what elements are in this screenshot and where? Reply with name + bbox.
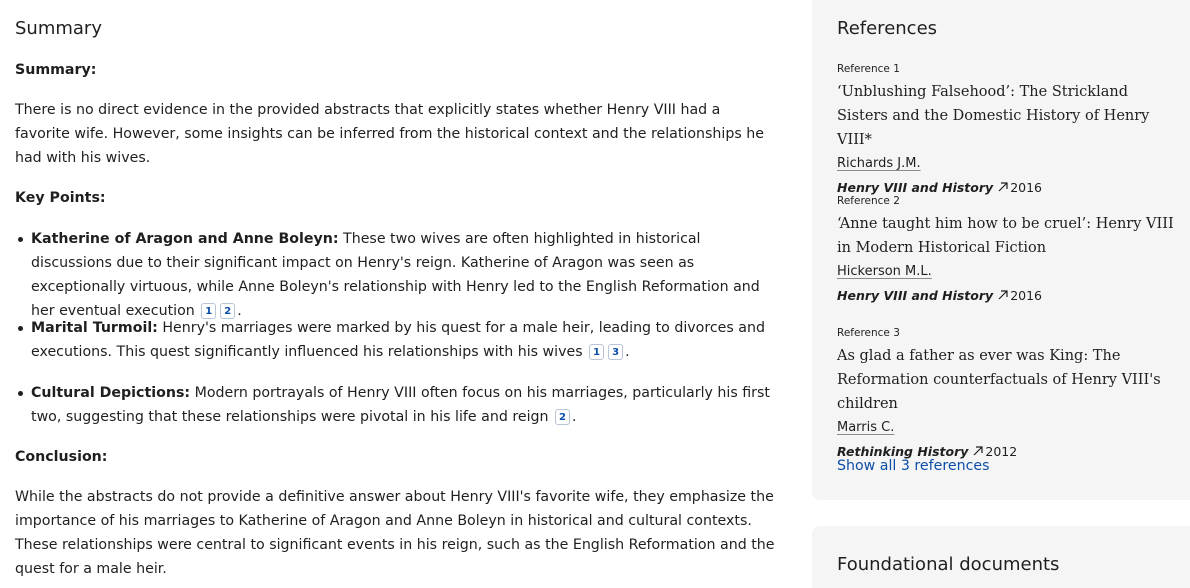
citation-badge[interactable]: 1: [201, 303, 216, 319]
reference-year: 2016: [1010, 180, 1042, 195]
reference-journal-line: [837, 284, 1177, 308]
conclusion-heading: Conclusion:: [15, 449, 108, 465]
external-link-icon[interactable]: [997, 289, 1009, 301]
reference-author[interactable]: Hickerson M.L.: [837, 264, 932, 279]
reference-journal[interactable]: Rethinking History: [837, 444, 969, 459]
conclusion-text: While the abstracts do not provide a definitive answer about Henry VIII's favorite wife, they emphasize the importance of his marriages to Katherine of Aragon and Anne Boleyn in historical and cultural contexts. These relationships were central to significant events in his reign, such as the English Reformation and the quest for a male heir.: [15, 489, 775, 577]
key-point-end: .: [237, 303, 242, 319]
key-point-end: .: [625, 344, 630, 360]
citation-badge[interactable]: 1: [589, 344, 604, 360]
reference-author[interactable]: Richards J.M.: [837, 156, 921, 171]
reference-title[interactable]: As glad a father as ever was King: The Reformation counterfactuals of Henry VIII's children: [837, 348, 1161, 412]
reference-label: Reference 2: [837, 195, 900, 207]
key-points-heading: Key Points:: [15, 190, 106, 206]
key-point: [15, 381, 775, 429]
key-point: [15, 316, 775, 364]
key-point-title: Cultural Depictions:: [31, 385, 191, 401]
reference-label: Reference 3: [837, 327, 900, 339]
reference-label: Reference 1: [837, 63, 900, 75]
summary-heading: Summary:: [15, 62, 97, 78]
citation-badge[interactable]: 2: [220, 303, 235, 319]
key-point-text: These two wives are often highlighted in historical discussions due to their significant impact on Henry's reign. Katherine of Aragon was seen as exceptionally virtuous, while Anne Boleyn's relationship with Henry led to the English Reformation and her eventual execution: [31, 231, 760, 319]
reference-year: 2016: [1010, 288, 1042, 303]
key-point-text: Henry's marriages were marked by his quest for a male heir, leading to divorces and executions. This quest significantly influenced his relationships with his wives: [31, 320, 765, 360]
foundational-documents-title: Foundational documents: [837, 554, 1060, 575]
foundational-documents-panel: [812, 526, 1190, 588]
reference-item: [837, 62, 1177, 200]
references-panel: [812, 0, 1190, 500]
reference-journal[interactable]: Henry VIII and History: [837, 288, 994, 303]
external-link-icon[interactable]: [997, 181, 1009, 193]
reference-title[interactable]: ‘Unblushing Falsehood’: The Strickland Sisters and the Domestic History of Henry VIII*: [837, 84, 1150, 148]
reference-item: [837, 326, 1177, 464]
key-point-title: Katherine of Aragon and Anne Boleyn:: [31, 231, 339, 247]
key-point-end: .: [572, 409, 577, 425]
key-point-text: Modern portrayals of Henry VIII often focus on his marriages, particularly his first two, suggesting that these relationships were pivotal in his life and reign: [31, 385, 770, 425]
references-title: References: [837, 18, 938, 39]
citation-badge[interactable]: 3: [608, 344, 623, 360]
key-point: [15, 227, 775, 323]
reference-year: 2012: [985, 444, 1018, 459]
key-point-title: Marital Turmoil:: [31, 320, 158, 336]
reference-author[interactable]: Marris C.: [837, 420, 895, 435]
summary-text: There is no direct evidence in the provided abstracts that explicitly states whether Henry VIII had a favorite wife. However, some insights can be inferred from the historical context and the relationships he had with his wives.: [15, 102, 764, 166]
show-all-references-link[interactable]: Show all 3 references: [837, 458, 990, 474]
reference-item: [837, 194, 1177, 308]
reference-journal[interactable]: Henry VIII and History: [837, 180, 994, 195]
section-title: Summary: [15, 18, 102, 39]
citation-badge[interactable]: 2: [555, 409, 570, 425]
reference-title[interactable]: ‘Anne taught him how to be cruel’: Henry VIII in Modern Historical Fiction: [837, 216, 1174, 256]
